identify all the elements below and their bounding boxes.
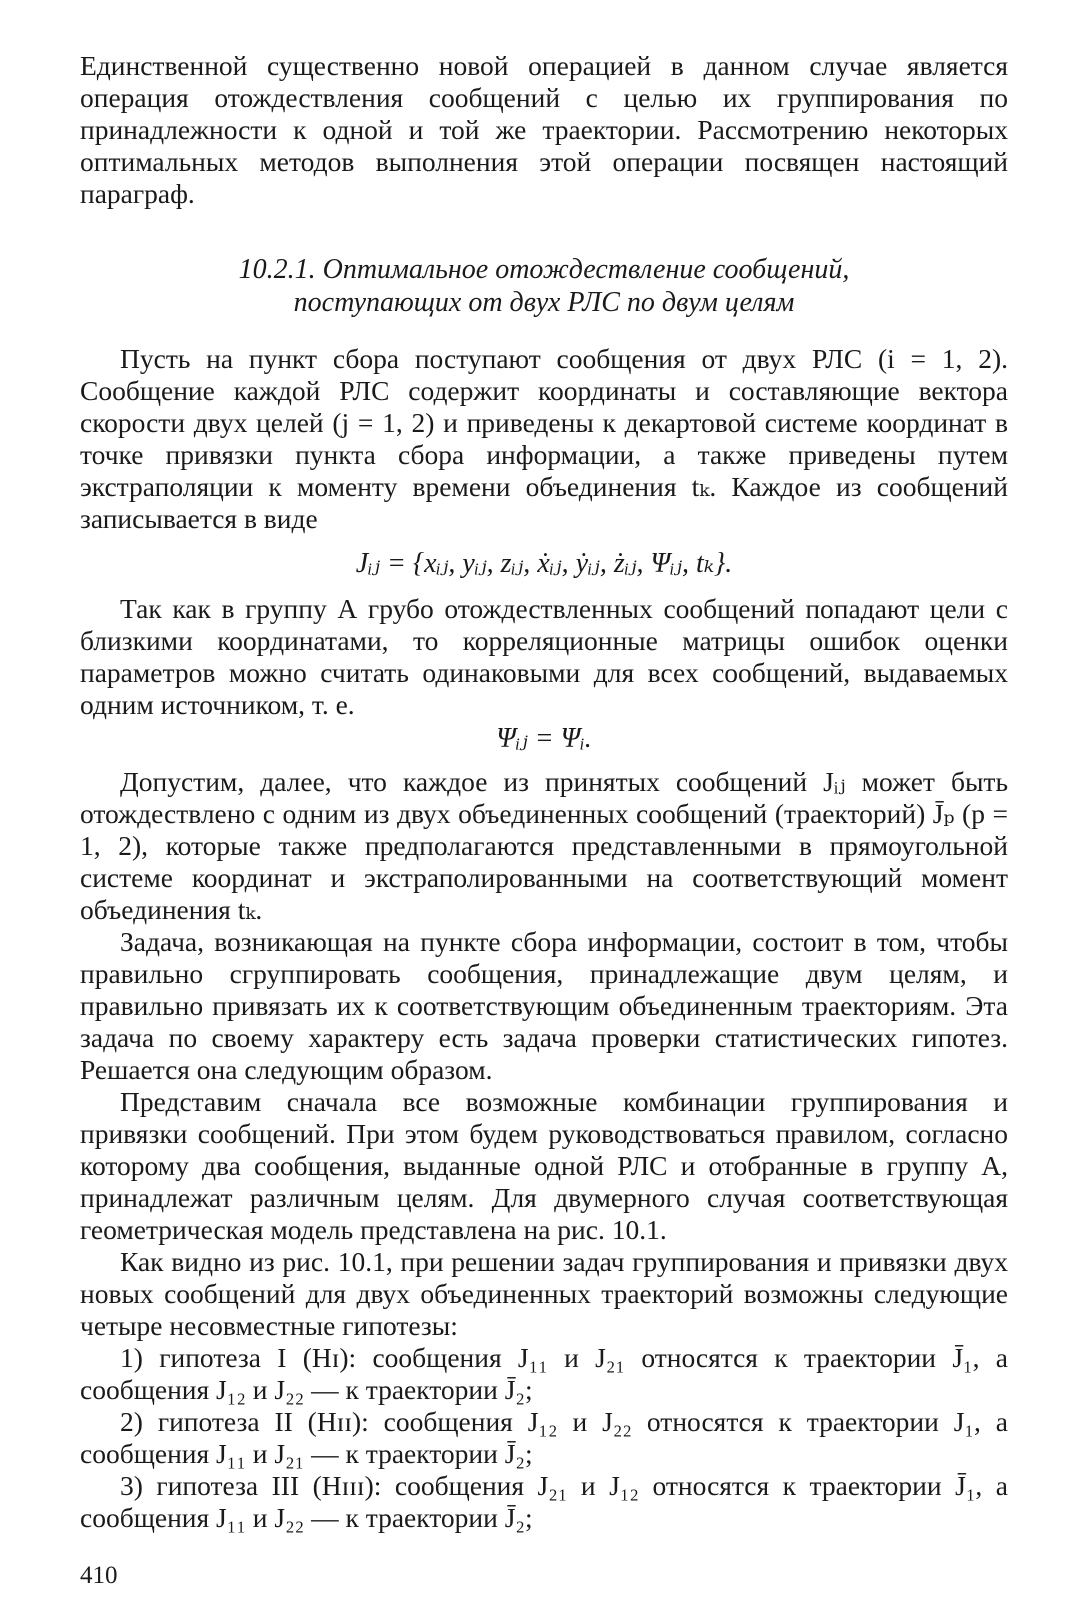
section-heading — [80, 253, 1008, 319]
page-number: 410 — [80, 1562, 118, 1589]
intro-paragraph: Единственной существенно новой операцией в данном случае является операция отождествления сообщений с целью их группирования по принадлежности к одной и той же траектории. Рассмотрению некоторых оптимальных методов выполнения этой операции посвящен настоящий параграф. — [80, 50, 1008, 209]
formula-psi: Ψᵢⱼ = Ψᵢ. — [496, 723, 592, 754]
paragraph-6: Как видно из рис. 10.1, при решении задач группирования и привязки двух новых сообщений для двух объединенных траекторий возможны следующие четыре несовместные гипотезы: — [80, 1246, 1008, 1341]
intro-block — [80, 50, 1008, 210]
text-block-2 — [80, 593, 1008, 721]
hypothesis-2: 2) гипотеза II (Hɪɪ): сообщения J₁₂ и J₂₂ относятся к траектории J₁, а сообщения J₁₁ и J₂₁ — к траектории J̄₂; — [80, 1406, 1008, 1469]
paragraph-5: Представим сначала все возможные комбинации группирования и привязки сообщений. При этом будем руководствоваться правилом, согласно которому два сообщения, выданные одной РЛС и отобранные в группу А, принадлежат различным целям. Для двумерного случая соответствующая геометрическая модель представлена на рис. 10.1. — [80, 1086, 1008, 1245]
paragraph-3: Допустим, далее, что каждое из принятых сообщений Jᵢⱼ может быть отождествлено с одним из двух объединенных сообщений (траекторий) J̄ₚ (p = 1, 2), которые также предполагаются представленными в прямоугольной системе координат и экстраполированными на соответствующий момент объединения tₖ. — [80, 766, 1008, 925]
hypothesis-3: 3) гипотеза III (Hɪɪɪ): сообщения J₂₁ и J₁₂ относятся к траектории J̄₁, а сообщения J₁₁ и J₂₂ — к траектории J̄₂; — [80, 1470, 1008, 1533]
section-heading-line-2: поступающих от двух РЛС по двум целям — [293, 287, 795, 318]
formula-message: Jᵢⱼ = {xᵢⱼ, yᵢⱼ, zᵢⱼ, ẋᵢⱼ, ẏᵢⱼ, żᵢⱼ, Ψᵢⱼ, tₖ}. — [355, 548, 733, 579]
section-heading-line-1: 10.2.1. Оптимальное отождествление сообщений, — [238, 254, 850, 285]
text-block-3 — [80, 766, 1008, 1534]
text-block-1 — [80, 343, 1008, 535]
paragraph-1: Пусть на пункт сбора поступают сообщения от двух РЛС (i = 1, 2). Сообщение каждой РЛС содержит координаты и составляющие вектора скорости двух целей (j = 1, 2) и приведены к декартовой системе координат в точке привязки пункта сбора информации, а также приведены путем экстраполяции к моменту времени объединения tₖ. Каждое из сообщений записывается в виде — [80, 343, 1008, 534]
paragraph-4: Задача, возникающая на пункте сбора информации, состоит в том, чтобы правильно сгруппировать сообщения, принадлежащие двум целям, и правильно привязать их к соответствующим объединенным траекториям. Эта задача по своему характеру есть задача проверки статистических гипотез. Решается она следующим образом. — [80, 926, 1008, 1085]
hypothesis-1: 1) гипотеза I (Hɪ): сообщения J₁₁ и J₂₁ относятся к траектории J̄₁, а сообщения J₁₂ и J₂₂ — к траектории J̄₂; — [80, 1342, 1008, 1405]
paragraph-2: Так как в группу А грубо отождествленных сообщений попадают цели с близкими координатами, то корреляционные матрицы ошибок оценки параметров можно считать одинаковыми для всех сообщений, выдаваемых одним источником, т. е. — [80, 593, 1008, 720]
